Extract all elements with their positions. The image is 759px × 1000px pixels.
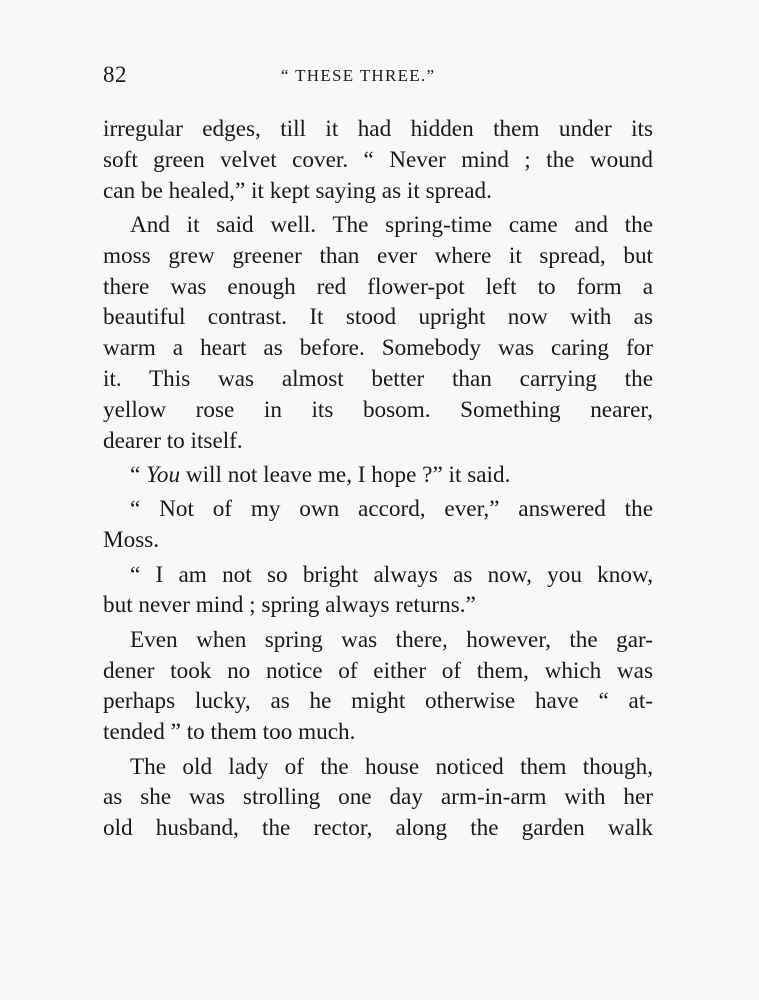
text-line: there was enough red flower-pot left to form a — [103, 273, 653, 300]
text-line: perhaps lucky, as he might otherwise have “ at- — [103, 688, 653, 715]
text-line: but never mind ; spring always returns.” — [103, 592, 476, 619]
text-line: warm a heart as before. Somebody was caring for — [103, 335, 653, 362]
text-line: as she was strolling one day arm-in-arm with her — [103, 784, 653, 811]
text-line: irregular edges, till it had hidden them under its — [103, 116, 653, 142]
text-line: “ I am not so bright always as now, you know, — [130, 561, 653, 588]
text-line: tended ” to them too much. — [103, 719, 356, 746]
text-line: beautiful contrast. It stood upright now with as — [103, 304, 653, 331]
text-line: it. This was almost better than carrying the — [103, 365, 653, 392]
text-line: soft green velvet cover. “ Never mind ; the wound — [103, 146, 653, 173]
body-text — [103, 114, 653, 844]
text-line: yellow rose in its bosom. Something nearer, — [103, 396, 653, 423]
text-line: moss grew greener than ever where it spread, but — [103, 242, 653, 269]
text-line: Moss. — [103, 527, 160, 554]
text-line: dener took no notice of either of them, which was — [103, 657, 653, 684]
text-line: Even when spring was there, however, the gar- — [130, 626, 653, 653]
page-header — [103, 62, 651, 92]
emphasis-text: You — [146, 461, 181, 488]
page-number: 82 — [103, 62, 127, 87]
text-line: “ Not of my own accord, ever,” answered the — [130, 496, 653, 523]
quote-mark: “ — [130, 461, 147, 488]
text-line — [103, 460, 653, 491]
text-line: can be healed,” it kept saying as it spread. — [103, 177, 492, 204]
text-line: The old lady of the house noticed them though, — [130, 753, 653, 780]
text-line: dearer to itself. — [103, 427, 243, 454]
text-line: old husband, the rector, along the garden walk — [103, 815, 653, 842]
running-head: “ THESE THREE.” — [281, 66, 436, 85]
text-line: And it said well. The spring-time came and the — [130, 211, 653, 238]
line-remainder: will not leave me, I hope ?” it said. — [180, 461, 511, 488]
